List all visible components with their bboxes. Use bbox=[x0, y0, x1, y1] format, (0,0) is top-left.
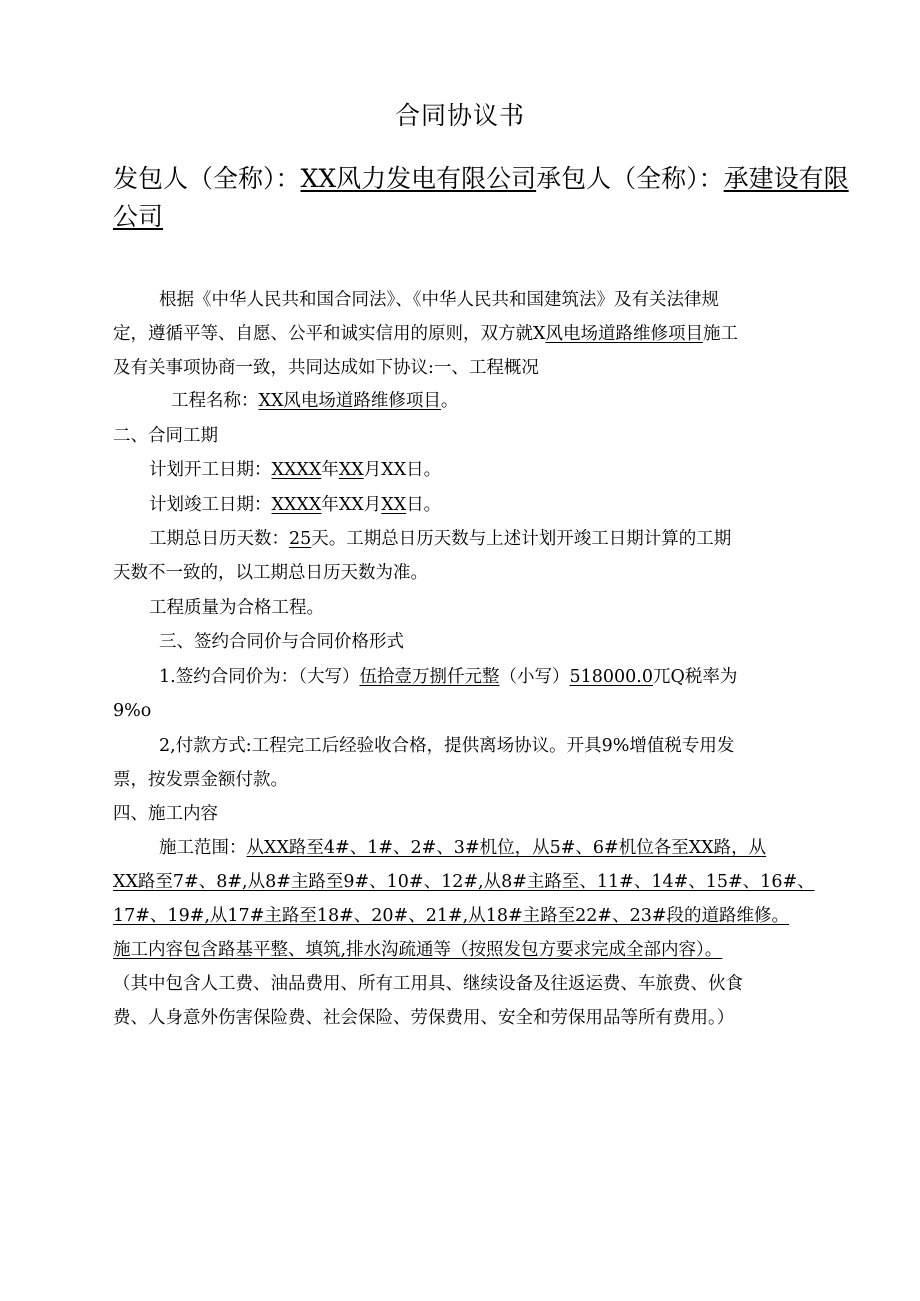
intro-paragraph bbox=[113, 283, 833, 385]
start-month: XX bbox=[338, 460, 364, 480]
quality-line: 工程质量为合格工程。 bbox=[149, 598, 324, 618]
project-name-label: 工程名称： bbox=[171, 391, 259, 411]
costs-line-2: 费、人身意外伤害保险费、社会保险、劳保费用、安全和劳保用品等所有费用。） bbox=[113, 1008, 735, 1028]
payment-line-2: 票，按发票金额付款。 bbox=[113, 770, 288, 790]
start-date-line bbox=[113, 453, 869, 487]
employer-name: XX风力发电有限公司 bbox=[300, 164, 537, 193]
duration-line-1 bbox=[113, 522, 833, 556]
intro-line-1: 根据《中华人民共和国合同法》、《中华人民共和国建筑法》及有关法律规 bbox=[159, 290, 719, 310]
finish-year: XXXX bbox=[271, 495, 322, 515]
intro-text: 定，遵循平等、自愿、公平和诚实信用的原则，双方就X bbox=[113, 324, 546, 344]
scope-paragraph bbox=[113, 831, 833, 1035]
parties-block bbox=[113, 160, 849, 236]
payment-paragraph bbox=[113, 729, 833, 797]
finish-day: XX bbox=[381, 495, 407, 515]
tax-rate-label: 兀Q税率为 bbox=[652, 667, 738, 687]
scope-line-4: 施工内容包含路基平整、填筑,排水沟疏通等（按照发包方要求完成全部内容）。 bbox=[113, 940, 723, 960]
finish-month: 年XX月 bbox=[321, 495, 382, 515]
price-line-1 bbox=[113, 660, 833, 694]
start-day: XX日。 bbox=[381, 460, 442, 480]
intro-line-2 bbox=[113, 317, 833, 351]
employer-label: 发包人（全称）： bbox=[113, 164, 301, 193]
duration-paragraph bbox=[113, 522, 833, 590]
costs-line-1: （其中包含人工费、油品费用、所有工用具、继续设备及往返运费、车旅费、伙食 bbox=[113, 974, 743, 994]
price-number: 518000.0 bbox=[569, 667, 653, 687]
price-line-2: 9%o bbox=[113, 701, 152, 721]
price-in-words: 伍拾壹万捌仟元整 bbox=[359, 667, 500, 687]
start-date-label: 计划开工日期： bbox=[149, 460, 272, 480]
section-3-heading: 三、签约合同价与合同价格形式 bbox=[159, 632, 404, 652]
start-year-unit: 年 bbox=[321, 460, 339, 480]
price-paragraph bbox=[113, 660, 833, 728]
intro-line-3: 及有关事项协商一致，共同达成如下协议:一、工程概况 bbox=[113, 358, 539, 378]
scope-text-1: 从XX路至4#、1#、2#、3#机位，从5#、6#机位各至XX路，从 bbox=[246, 838, 767, 858]
section-4-heading: 四、施工内容 bbox=[113, 804, 218, 824]
duration-text: 天。工期总日历天数与上述计划开竣工日期计算的工期 bbox=[311, 529, 732, 549]
project-name: XX风电场道路维修项目 bbox=[258, 391, 441, 411]
payment-line-1: 2,付款方式:工程完工后经验收合格，提供离场协议。开具9%增值税专用发 bbox=[159, 736, 735, 756]
project-name-line bbox=[113, 384, 891, 418]
parties-line-1 bbox=[113, 160, 849, 198]
scope-line-1 bbox=[113, 831, 833, 865]
start-month-unit: 月 bbox=[363, 460, 382, 480]
contractor-label: 承包人（全称）： bbox=[536, 164, 724, 193]
duration-value: 25 bbox=[289, 529, 312, 549]
price-label: 1.签约合同价为：（大写） bbox=[159, 667, 360, 687]
project-name-inline: 风电场道路维修项目 bbox=[545, 324, 703, 344]
start-year: XXXX bbox=[271, 460, 322, 480]
price-small-label: （小写） bbox=[499, 667, 570, 687]
finish-date-label: 计划竣工日期： bbox=[149, 495, 272, 515]
finish-date-end: 日。 bbox=[406, 495, 442, 515]
contractor-name-cont: 公司 bbox=[113, 202, 164, 231]
intro-text-end: 施工 bbox=[702, 324, 738, 344]
duration-label: 工期总日历天数： bbox=[149, 529, 289, 549]
parties-line-2 bbox=[113, 198, 823, 236]
scope-label: 施工范围： bbox=[159, 838, 247, 858]
duration-line-2: 天数不一致的，以工期总日历天数为准。 bbox=[113, 563, 428, 583]
finish-date-line bbox=[113, 488, 869, 522]
project-name-end: 。 bbox=[440, 391, 459, 411]
scope-line-3: 17#、19#,从17#主路至18#、20#、21#,从18#主路至22#、23#段的道路维修。 bbox=[113, 906, 790, 926]
scope-line-2: XX路至7#、8#,从8#主路至9#、10#、12#,从8#主路至、11#、14#、15#、16#、 bbox=[113, 872, 815, 892]
contractor-name: 承建设有限 bbox=[723, 164, 849, 193]
document-title: 合同协议书 bbox=[394, 101, 525, 130]
section-2-heading: 二、合同工期 bbox=[113, 426, 218, 446]
